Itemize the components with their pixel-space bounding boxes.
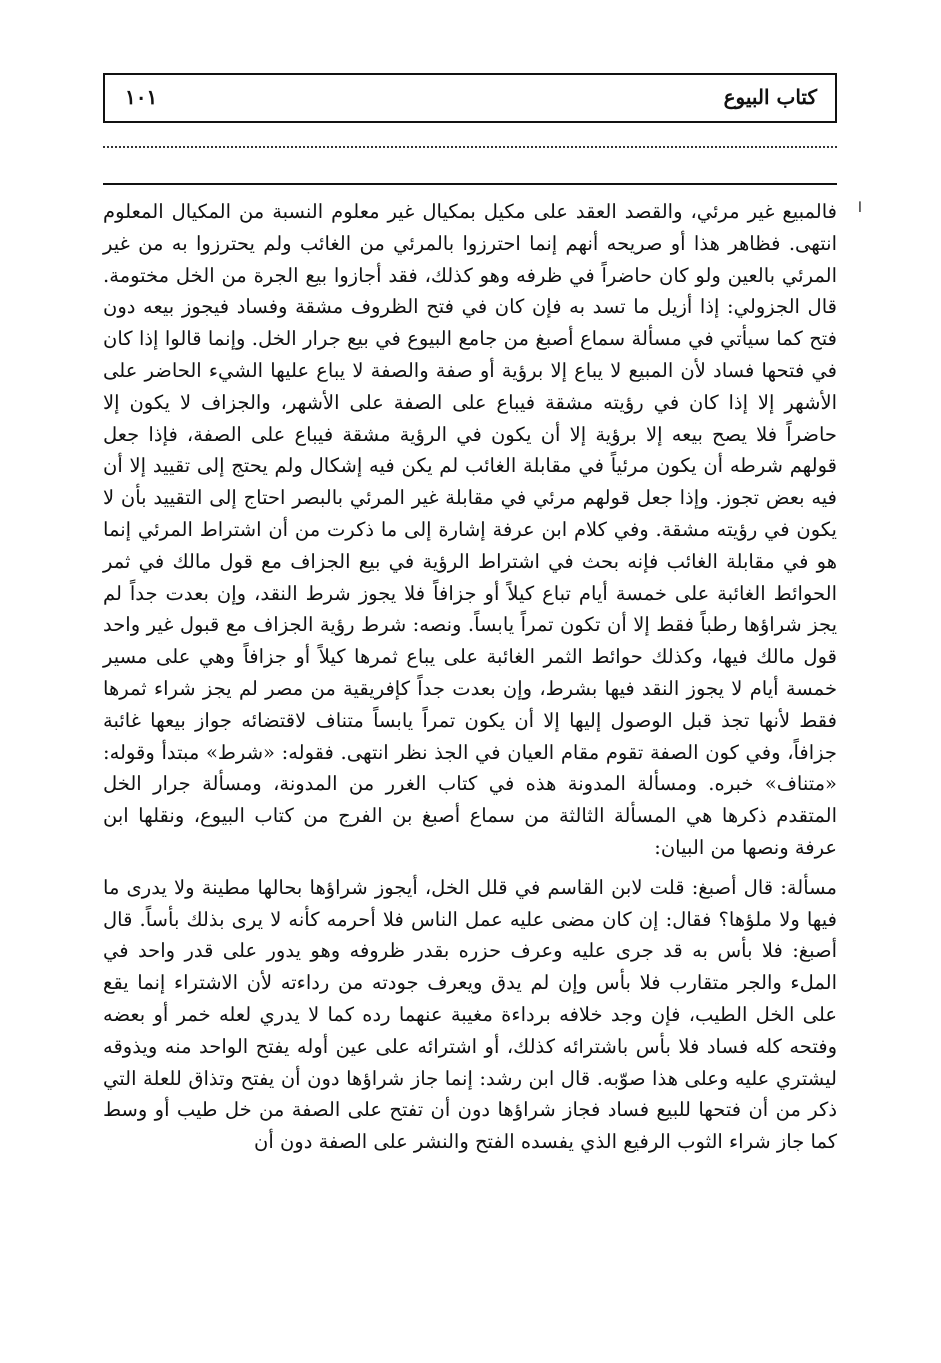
main-text	[103, 196, 837, 1158]
running-header	[103, 73, 837, 123]
margin-mark: ا	[858, 200, 862, 216]
paragraph-2: مسألة: قال أصبغ: قلت لابن القاسم في قلل الخل، أيجوز شراؤها بحالها مطينة ولا يدرى ما فيها ولا ملؤها؟ فقال: إن كان مضى عليه عمل الناس فلا أحرمه كأنه لا يرى بذلك بأساً. قال أصبغ: فلا بأس به قد جرى عليه وعرف حزره بقدر ظروفه وهو يدور على قدر واحد في الملء والجر متقارب فلا بأس وإن لم يدق ويعرف جودته من رداءته لأن الاشتراء إنما يقع على الخل الطيب، فإن وجد خلافه برداءة مغيبة عنهما رده كما لا يدري لعله خمر أو بعضه وفتحه كله فساد فلا بأس باشترائه كذلك، أو اشترائه على عين أوله يفتح الواحد منه ويذوقه ليشتري عليه وعلى هذا صوّبه. قال ابن رشد: إنما جاز شراؤها دون أن يفتح وتذاق للعلة التي ذكر من أن فتحها للبيع فساد فجاز شراؤها دون أن تفتح على الصفة من خل طيب أو وسط كما جاز شراء الثوب الرفيع الذي يفسده الفتح والنشر على الصفة دون أن	[103, 875, 837, 1154]
page-number: ١٠١	[125, 85, 158, 109]
header-rule	[103, 183, 837, 185]
chapter-title: كتاب البيوع	[723, 85, 817, 109]
dotted-separator	[103, 146, 837, 148]
paragraph-1: فالمبيع غير مرئي، والقصد العقد على مكيل بمكيال غير معلوم النسبة من المكيال المعلوم انتهى. فظاهر هذا أو صريحه أنهم إنما احترزوا بالمرئي من الغائب ولم يحترزوا به من غير المرئي بالعين ولو كان حاضراً في ظرفه وهو كذلك، فقد أجازوا بيع الجرة من الخل مختومة. قال الجزولي: إذا أزيل ما تسد به فإن كان في فتح الظروف مشقة وفساد فيجوز بيعه دون فتح كما سيأتي في مسألة سماع أصبغ من جامع البيوع في بيع جرار الخل. وإنما قالوا إذا كان في فتحها فساد لأن المبيع لا يباع إلا برؤية أو صفة والصفة لا يباع عليها الشيء الحاضر على الأشهر إلا إذا كان في رؤيته مشقة فيباع على الصفة على الأشهر، والجزاف لا يكون إلا حاضراً فلا يصح بيعه إلا برؤية إلا أن يكون في الرؤية مشقة فيباع على الصفة، فإذا جعل قولهم شرطه أن يكون مرئياً في مقابلة الغائب لم يكن فيه إشكال ولم يحتج إلى تقييد إلا أن فيه بعض تجوز. وإذا جعل قولهم مرئي في مقابلة غير المرئي بالبصر احتاج إلى التقييد بأن لا يكون في رؤيته مشقة. وفي كلام ابن عرفة إشارة إلى ما ذكرت من أن اشتراط المرئي إنما هو في مقابلة الغائب فإنه بحث في اشتراط الرؤية في بيع الجزاف مع قول مالك في ثمر الحوائط الغائبة على خمسة أيام تباع كيلاً أو جزافاً فلا يجوز شرط النقد، وإن بعدت جداً لم يجز شراؤها رطباً فقط إلا أن تكون تمراً يابساً. ونصه: شرط رؤية الجزاف مع قبول غير واحد قول مالك فيها، وكذلك حوائط الثمر الغائبة على يباع ثمرها كيلاً أو جزافاً وهي على مسير خمسة أيام لا يجوز النقد فيها بشرط، وإن بعدت جداً كإفريقية من مصر لم يجز شراء ثمرها فقط لأنها تجذ قبل الوصول إليها إلا أن يكون تمراً يابساً متناف لاقتضائه جواز بيعها غائبة جزافاً، وفي كون الصفة تقوم مقام العيان في الجذ نظر انتهى. فقوله: «شرط» مبتدأ وقوله: «متناف» خبره. ومسألة المدونة هذه في كتاب الغرر من المدونة، ومسألة جرار الخل المتقدم ذكرها هي المسألة الثالثة من سماع أصبغ بن الفرج من كتاب البيوع، ونقلها ابن عرفة ونصها من البيان:	[103, 200, 837, 859]
